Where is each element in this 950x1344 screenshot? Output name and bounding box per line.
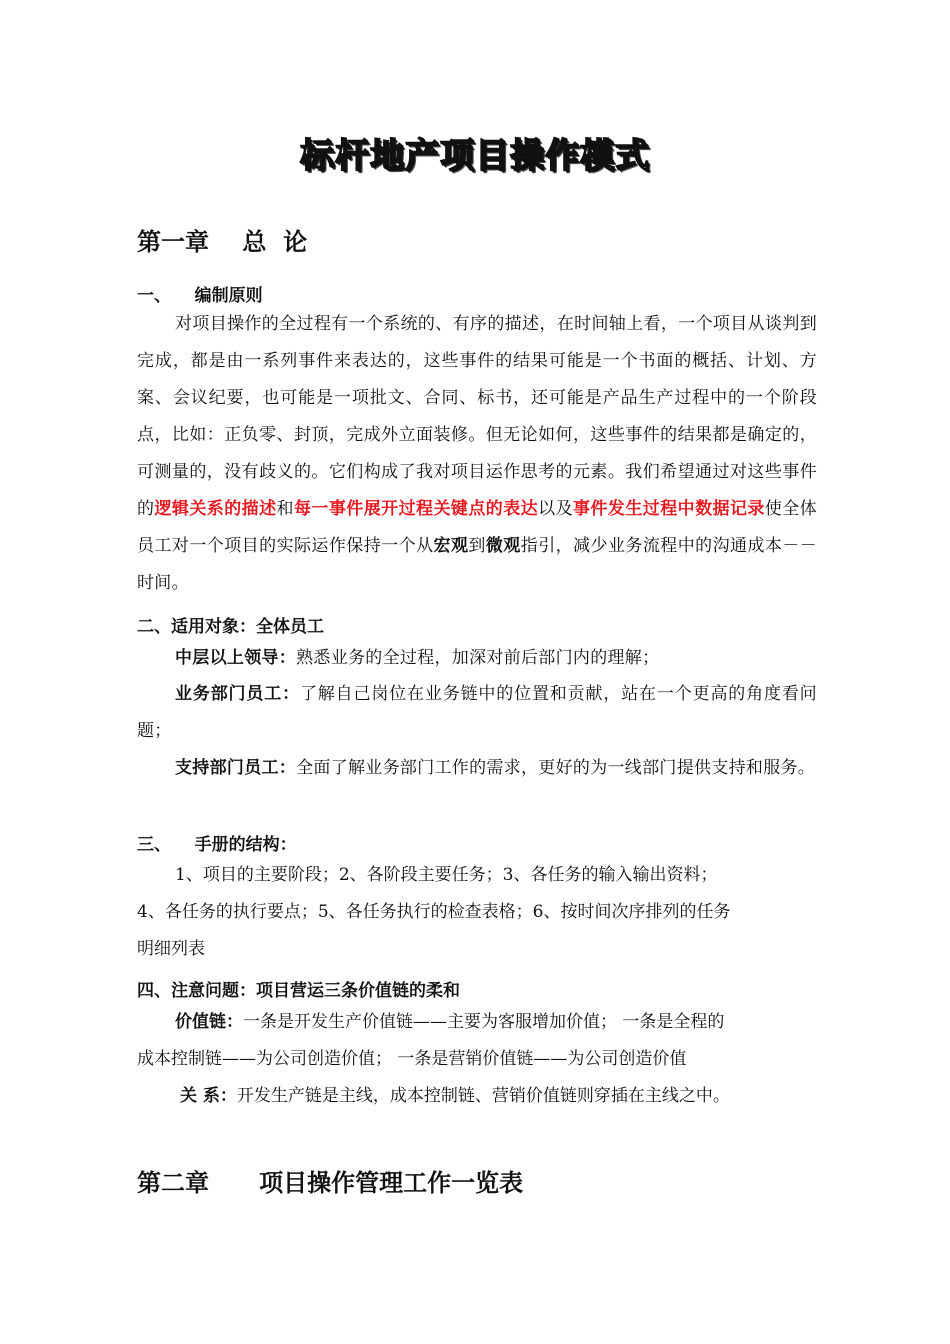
para-text: 指引，减少业务流程中的沟通成本－－时间。 [137, 536, 817, 593]
audience-label: 中层以上领导： [175, 648, 297, 668]
relation-label: 关 系： [180, 1086, 237, 1106]
structure-line-1: 1、项目的主要阶段；2、各阶段主要任务；3、各任务的输入输出资料； [175, 865, 718, 885]
section-1-heading: 一、 编制原则 [137, 286, 263, 306]
highlight-records: 事件发生过程中数据记录 [573, 499, 765, 519]
audience-text: 熟悉业务的全过程，加深对前后部门内的理解； [296, 648, 660, 668]
structure-line-2: 4、各任务的执行要点；5、各任务执行的检查表格；6、按时间次序排列的任务 [137, 902, 731, 922]
highlight-logic: 逻辑关系的描述 [154, 499, 277, 519]
value-chain-label: 价值链： [175, 1012, 243, 1032]
relation-text: 开发生产链是主线，成本控制链、营销价值链则穿插在主线之中。 [236, 1086, 730, 1106]
para-text: 使全体员工对一个项目的实际运作保持一个从 [137, 499, 818, 556]
audience-label: 业务部门员工： [175, 684, 300, 704]
value-chain-line-1 [175, 1004, 865, 1041]
audience-label: 支持部门员工： [175, 758, 297, 778]
chapter-1-heading: 第一章 总 论 [137, 228, 308, 256]
relation-line [180, 1078, 870, 1115]
audience-item-leaders [137, 640, 817, 677]
document-title: 标杆地产项目操作模式 [300, 136, 650, 176]
para-text: 到 [468, 536, 486, 556]
bold-micro: 微观 [485, 536, 521, 556]
para-text: 对项目操作的全过程有一个系统的、有序的描述，在时间轴上看，一个项目从谈判到完成，都是由一系列事件来表达的，这些事件的结果可能是一个书面的概括、计划、方案、会议纪要，也可能是一项批文、合同、标书，还可能是产品生产过程中的一个阶段点，比如：正负零、封顶，完成外立面装修。但无论如何，这些事件的结果都是确定的，可测量的，没有歧义的。它们构成了我对项目运作思考的元素。我们希望通过对这些事件的 [137, 314, 817, 519]
section-1-paragraph [137, 306, 817, 602]
audience-item-business [137, 676, 817, 750]
para-text: 以及 [538, 499, 574, 519]
value-chain-line-2: 成本控制链——为公司创造价值； 一条是营销价值链——为公司创造价值 [137, 1049, 687, 1069]
section-3-heading: 三、 手册的结构： [137, 835, 297, 855]
section-2-heading: 二、适用对象：全体员工 [137, 617, 324, 637]
bold-macro: 宏观 [433, 536, 469, 556]
audience-text: 全面了解业务部门工作的需求，更好的为一线部门提供支持和服务。 [296, 758, 816, 778]
value-chain-text: 一条是开发生产价值链——主要为客服增加价值； 一条是全程的 [243, 1012, 725, 1032]
audience-item-support [137, 750, 817, 787]
highlight-keypoints: 每一事件展开过程关键点的表达 [293, 499, 539, 519]
structure-line-3: 明细列表 [137, 939, 205, 959]
chapter-2-heading: 第二章 项目操作管理工作一览表 [137, 1169, 524, 1197]
section-4-heading: 四、注意问题：项目营运三条价值链的柔和 [137, 981, 460, 1001]
audience-text: 了解自己岗位在业务链中的位置和贡献，站在一个更高的角度看问题； [137, 684, 817, 741]
para-text: 和 [276, 499, 294, 519]
